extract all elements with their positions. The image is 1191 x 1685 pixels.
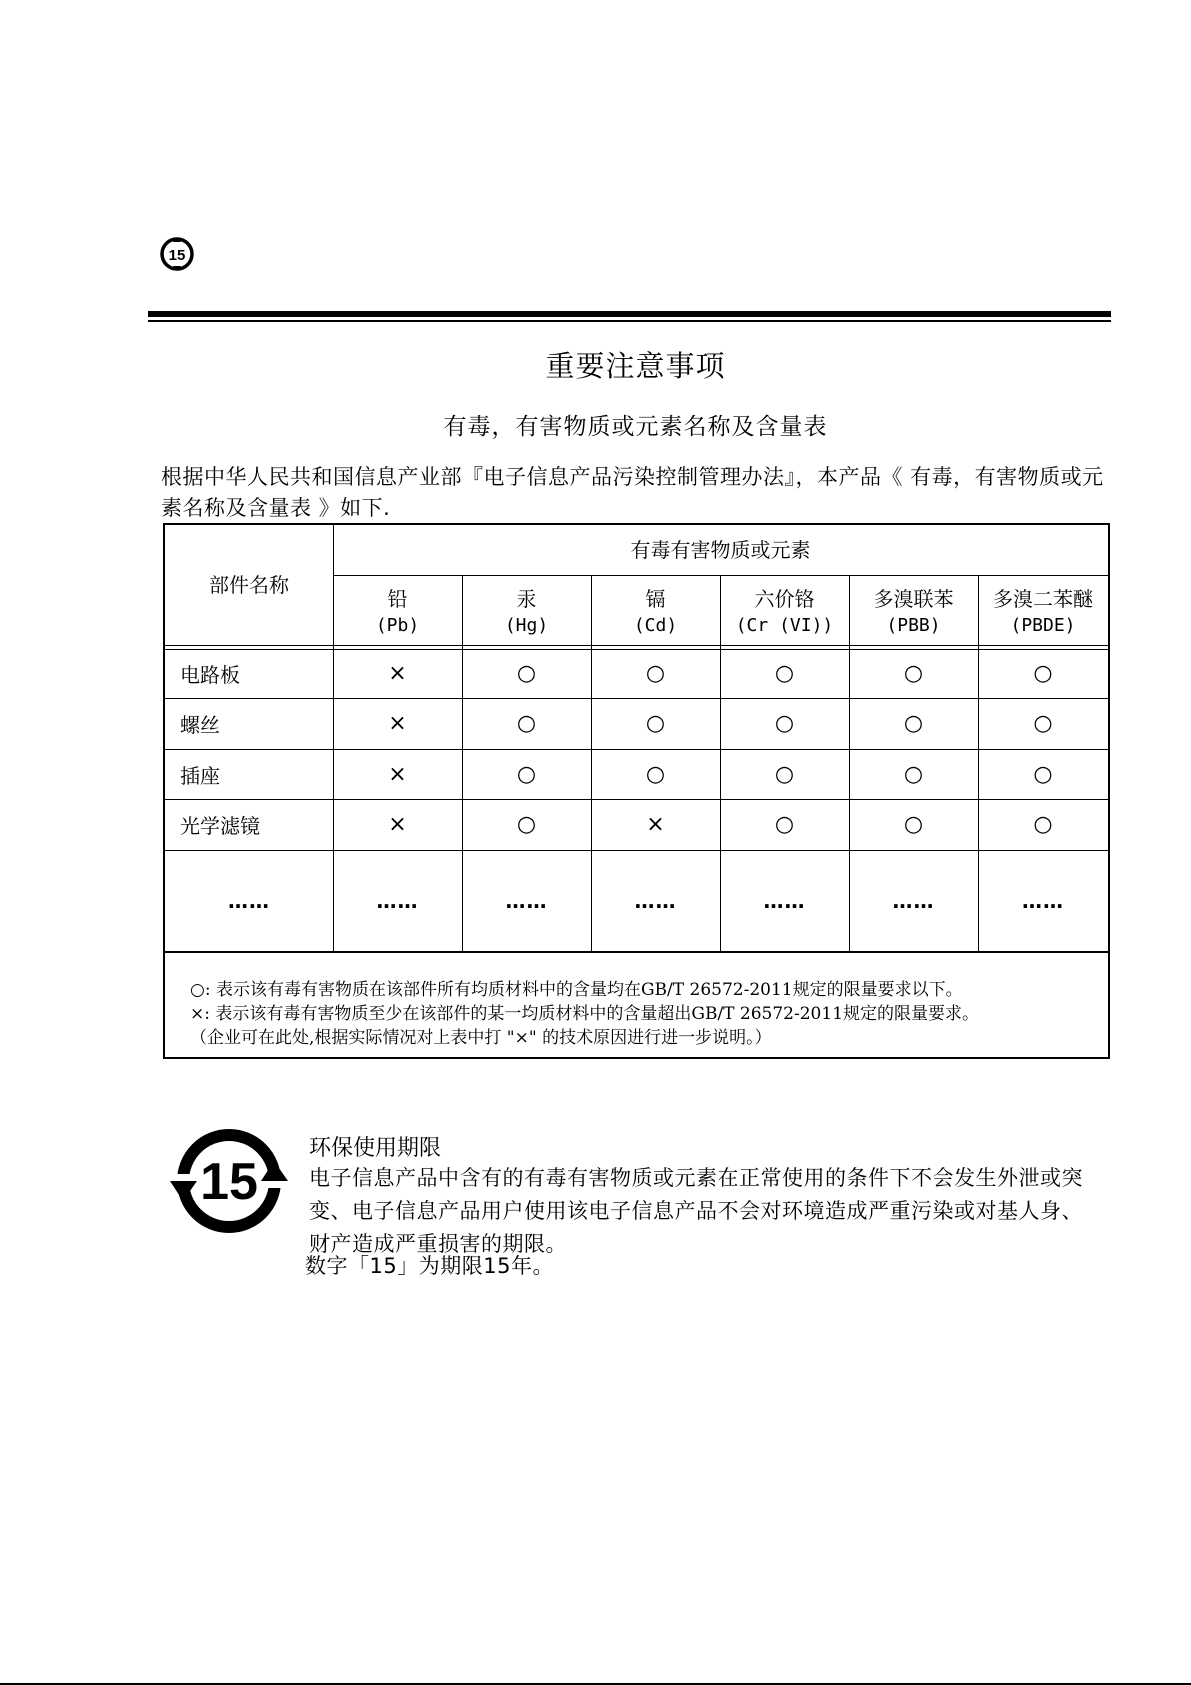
- substance-header-cr6: [720, 575, 849, 645]
- substance-symbol: (Cr (VI)): [735, 615, 834, 636]
- table-cell-mark: ○: [1033, 761, 1053, 787]
- env-years-note: 数字「15」为期限15年。: [305, 1254, 554, 1278]
- row-part-label: ……: [228, 888, 270, 913]
- substance-header-pbb: [849, 575, 978, 645]
- substance-symbol: (Cd): [633, 615, 678, 636]
- substance-symbol: (PBDE): [1010, 615, 1076, 636]
- table-cell-mark: ○: [774, 661, 795, 686]
- table-cell-mark: ○: [903, 761, 924, 787]
- table-cell-mark: ×: [388, 812, 407, 837]
- header-rule-thin: [148, 320, 1111, 322]
- table-cell-mark: ○: [774, 761, 795, 787]
- table-cell-mark: ×: [388, 761, 407, 787]
- substance-symbol: (PBB): [886, 615, 941, 636]
- page-title: 重要注意事项: [545, 349, 726, 383]
- substance-name: 铅: [387, 587, 408, 611]
- table-cell-mark: ……: [634, 888, 677, 913]
- table-cell-mark: ×: [646, 812, 665, 837]
- table-cell-mark: ○: [774, 812, 795, 837]
- epup-15-recycle-icon: [167, 1119, 291, 1243]
- table-cell-mark: ○: [903, 711, 924, 736]
- table-cell-mark: ……: [1022, 888, 1064, 913]
- note-cross: ×: 表示该有毒有害物质至少在该部件的某一均质材料中的含量超出GB/T 26572-2011规定的限量要求。: [190, 1004, 980, 1024]
- note-remark: （企业可在此处,根据实际情况对上表中打 "×" 的技术原因进行进一步说明。）: [190, 1028, 772, 1048]
- small-logo-text: 15: [168, 247, 186, 264]
- table-cell-mark: ○: [1033, 812, 1053, 837]
- table-cell-mark: ……: [505, 888, 548, 913]
- note-circle: ○: 表示该有毒有害物质在该部件所有均质材料中的含量均在GB/T 26572-2011规定的限量要求以下。: [190, 980, 963, 1000]
- table-cell-mark: ○: [516, 812, 537, 837]
- row-part-label: 螺丝: [180, 713, 220, 737]
- table-cell-mark: ……: [892, 888, 935, 913]
- substance-name: 多溴联苯: [873, 587, 954, 611]
- substance-header-pb: [333, 575, 462, 645]
- substance-group-header: 有毒有害物质或元素: [630, 537, 811, 562]
- header-rule-thick: [148, 311, 1111, 317]
- substance-symbol: (Hg): [504, 615, 549, 636]
- table-cell-mark: ……: [763, 888, 806, 913]
- env-logo-text: 15: [200, 1153, 258, 1211]
- row-part-label: 插座: [180, 763, 220, 788]
- table-cell-mark: ○: [903, 661, 924, 686]
- substance-header-cd: [591, 575, 720, 645]
- table-cell-mark: ×: [388, 661, 407, 686]
- table-cell-mark: ○: [645, 661, 666, 686]
- table-cell-mark: ○: [516, 761, 537, 787]
- env-section-body: 电子信息产品中含有的有毒有害物质或元素在正常使用的条件下不会发生外泄或突变、电子信息产品用户使用该电子信息产品不会对环境造成严重污染或对基人身、财产造成严重损害的期限。: [309, 1166, 1083, 1256]
- table-cell-mark: ○: [516, 661, 537, 686]
- table-cell-mark: ×: [388, 711, 407, 736]
- table-notes: [190, 978, 1100, 1050]
- substance-name: 镉: [645, 587, 666, 611]
- substance-header-pbde: [978, 575, 1108, 645]
- table-cell-mark: ……: [376, 888, 419, 913]
- table-cell-mark: ○: [903, 812, 924, 837]
- table-cell-mark: ○: [1033, 711, 1053, 736]
- part-name-header: 部件名称: [209, 572, 289, 597]
- substance-name: 六价铬: [754, 587, 815, 611]
- table-cell-mark: ○: [645, 761, 666, 787]
- intro-paragraph: 根据中华人民共和国信息产业部『电子信息产品污染控制管理办法』，本产品《 有毒，有害物质或元素名称及含量表 》如下.: [161, 465, 1104, 520]
- substance-name: 汞: [516, 587, 537, 611]
- env-section-title: 环保使用期限: [309, 1136, 442, 1161]
- row-part-label: 光学滤镜: [180, 814, 260, 838]
- table-cell-mark: ○: [774, 711, 795, 736]
- substance-header-hg: [462, 575, 591, 645]
- table-cell-mark: ○: [645, 711, 666, 736]
- row-part-label: 电路板: [180, 663, 240, 687]
- epup-15-icon: [159, 236, 195, 272]
- substance-symbol: (Pb): [375, 615, 420, 636]
- table-cell-mark: ○: [516, 711, 537, 736]
- table-cell-mark: ○: [1033, 661, 1053, 686]
- substance-name: 多溴二苯醚: [993, 587, 1093, 611]
- page-subtitle: 有毒，有害物质或元素名称及含量表: [443, 414, 828, 440]
